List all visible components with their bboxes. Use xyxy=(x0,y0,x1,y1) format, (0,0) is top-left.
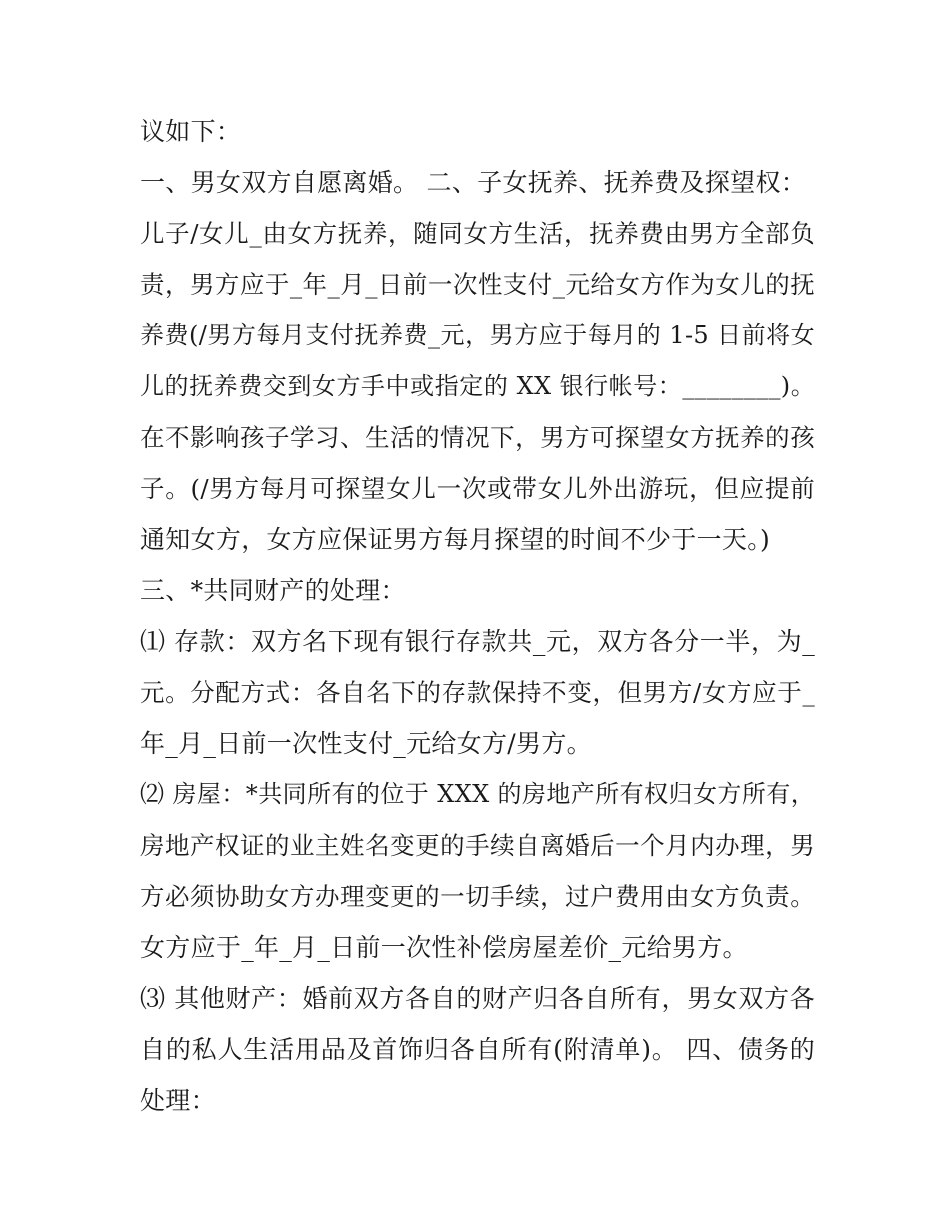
text-line: 房地产权证的业主姓名变更的手续自离婚后一个月内办理，男 xyxy=(140,831,815,860)
text-line: 在不影响孩子学习、生活的情况下，男方可探望女方抚养的孩 xyxy=(140,423,815,452)
text-line: 责，男方应于_年_月_日前一次性支付_元给女方作为女儿的抚 xyxy=(140,270,815,299)
text-line: 元。分配方式：各自名下的存款保持不变，但男方/女方应于_ xyxy=(140,678,815,707)
text-line: ⑶ 其他财产：婚前双方各自的财产归各自所有，男女双方各 xyxy=(140,984,815,1013)
text-line: 方必须协助女方办理变更的一切手续，过户费用由女方负责。 xyxy=(140,882,815,911)
text-line: 年_月_日前一次性支付_元给女方/男方。 xyxy=(140,729,592,758)
text-line: 议如下： xyxy=(140,117,242,146)
text-line: 儿子/女儿_由女方抚养，随同女方生活，抚养费由男方全部负 xyxy=(140,219,815,248)
text-line: ⑴ 存款：双方名下现有银行存款共_元，双方各分一半，为_ xyxy=(140,627,815,656)
text-line: 儿的抚养费交到女方手中或指定的 XX 银行帐号：________)。 xyxy=(140,372,815,400)
text-line: 处理： xyxy=(140,1086,216,1115)
agreement-text xyxy=(140,106,815,1126)
text-line: 子。(/男方每月可探望女儿一次或带女儿外出游玩，但应提前 xyxy=(140,474,815,503)
text-line: 一、男女双方自愿离婚。 二、子女抚养、抚养费及探望权： xyxy=(140,168,807,197)
text-line: ⑵ 房屋：*共同所有的位于 XXX 的房地产所有权归女方所有， xyxy=(140,780,815,808)
text-line: 女方应于_年_月_日前一次性补偿房屋差价_元给男方。 xyxy=(140,933,748,962)
text-line: 自的私人生活用品及首饰归各自所有(附清单)。 四、债务的 xyxy=(140,1035,815,1064)
text-line: 养费(/男方每月支付抚养费_元，男方应于每月的 1-5 日前将女 xyxy=(140,321,815,349)
text-line: 三、*共同财产的处理： xyxy=(140,576,406,605)
text-line: 通知女方，女方应保证男方每月探望的时间不少于一天。) xyxy=(140,525,771,554)
